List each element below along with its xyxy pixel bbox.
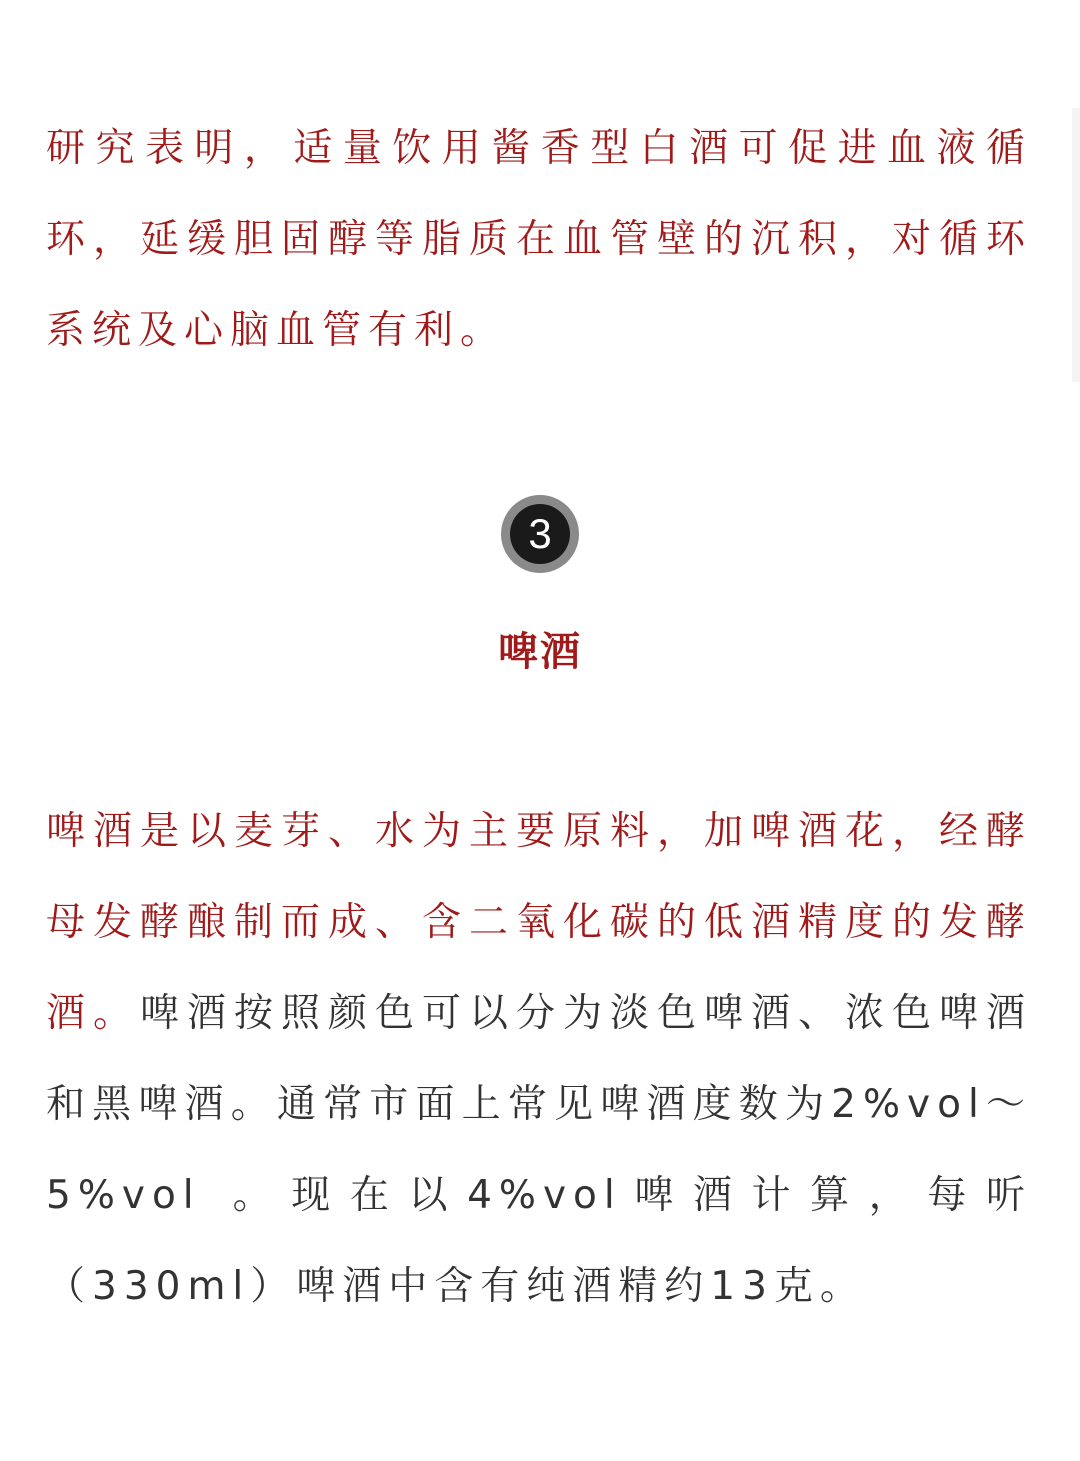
beer-paragraph (46, 786, 1032, 1332)
section-number: 3 (510, 504, 570, 564)
intro-paragraph: 研究表明，适量饮用酱香型白酒可促进血液循环，延缓胆固醇等脂质在血管壁的沉积，对循环系统及心脑血管有利。 (46, 126, 1032, 353)
scroll-edge (1072, 108, 1080, 382)
section-number-badge (501, 495, 579, 573)
section-title: 啤酒 (498, 629, 582, 675)
beer-definition-text: 啤酒是以麦芽、水为主要原料，加啤酒花，经酵母发酵酿制而成、含二氧化碳的低酒精度的发酵酒。 (46, 809, 1032, 1036)
beer-details-text: 啤酒按照颜色可以分为淡色啤酒、浓色啤酒和黑啤酒。通常市面上常见啤酒度数为2%vol～5%vol 。现在以4%vol啤酒计算，每听（330ml）啤酒中含有纯酒精约13克。 (46, 991, 1032, 1309)
